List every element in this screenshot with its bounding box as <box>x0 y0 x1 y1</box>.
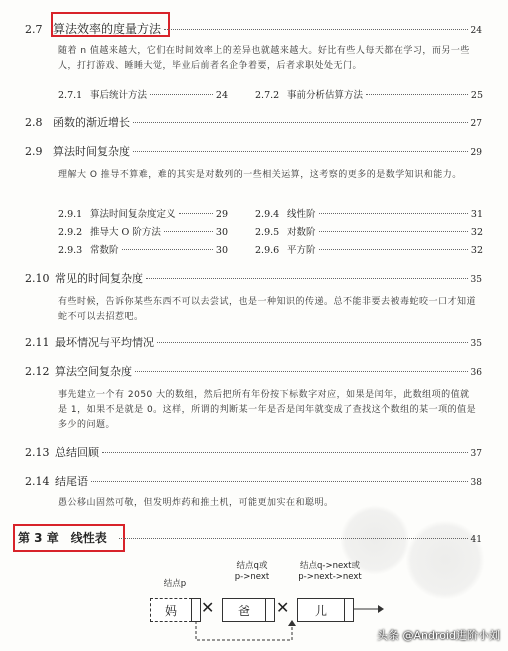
section-description: 理解大 O 推导不算难，难的其实是对数列的一些相关运算，这考察的更多的是数学知识和能力。 <box>58 170 462 180</box>
section-description: 愚公移山固然可敬，但发明炸药和推土机，可能更加实在和聪明。 <box>58 498 334 508</box>
subsection-number: 2.9.6 <box>255 245 280 256</box>
subsection-number: 2.9.4 <box>255 209 280 220</box>
subsection-number: 2.9.1 <box>58 209 83 220</box>
chapter-page: 41 <box>470 535 482 545</box>
section-number: 2.12 <box>25 365 50 378</box>
section-page: 38 <box>470 478 482 488</box>
node-q-next-label: 结点q->next或 p->next->next <box>298 561 362 582</box>
subsection-title: 算法时间复杂度定义 <box>90 209 176 220</box>
subsection-title: 事前分析估算方法 <box>287 90 364 101</box>
section-description: 有些时候，告诉你某些东西不可以去尝试，也是一种知识的传递。总不能非要去被毒蛇咬一口才知道蛇不可以去招惹吧。 <box>58 297 477 322</box>
list-node-mother: 妈 <box>150 598 192 622</box>
section-page: 24 <box>470 26 482 36</box>
list-node-son: 儿 <box>297 598 345 622</box>
section-page: 36 <box>470 368 482 378</box>
section-number: 2.9 <box>25 145 43 158</box>
subsection-page: 31 <box>470 209 483 220</box>
section-description: 随着 n 值越来越大，它们在时间效率上的差异也就越来越大。好比有些人每天都在学习，而另一些人，打打游戏、睡睡大觉，毕业后前者名企争着要，后者求职处处无门。 <box>58 46 470 71</box>
subsection-number: 2.9.5 <box>255 227 280 238</box>
subsection-page: 30 <box>215 227 228 238</box>
list-node-father: 爸 <box>222 598 266 622</box>
section-number: 2.8 <box>25 116 43 129</box>
cross-icon: ✕ <box>201 598 215 617</box>
section-title: 函数的渐近增长 <box>53 116 130 129</box>
section-description: 事先建立一个有 2050 大的数组，然后把所有年份按下标数字对应，如果是闰年，此数组项的值就是 1，如果不是就是 0。这样，所谓的判断某一年是否是闰年就变成了查找这个数组的某一项的值是多少的问题。 <box>58 390 477 430</box>
subsection-number: 2.7.1 <box>58 90 83 101</box>
cross-icon: ✕ <box>276 598 290 617</box>
subsection-page: 29 <box>215 209 228 220</box>
subsection-title: 事后统计方法 <box>90 90 148 101</box>
subsection-title: 对数阶 <box>287 227 316 238</box>
section-page: 29 <box>470 148 482 158</box>
subsection-number: 2.9.2 <box>58 227 83 238</box>
node-q-label: 结点q或 p->next <box>234 561 270 582</box>
section-number: 2.10 <box>25 272 50 285</box>
arrow-head-icon <box>378 605 384 613</box>
section-number: 2.11 <box>25 336 50 349</box>
section-page: 35 <box>470 275 482 285</box>
section-title: 算法时间复杂度 <box>53 145 130 158</box>
section-title: 算法空间复杂度 <box>55 365 132 378</box>
subsection-page: 24 <box>215 90 228 101</box>
chapter-label: 第 3 章 <box>18 531 59 545</box>
subsection-page: 32 <box>470 227 483 238</box>
section-page: 27 <box>470 119 482 129</box>
chapter-title: 线性表 <box>70 531 107 545</box>
subsection-title: 推导大 O 阶方法 <box>90 227 161 238</box>
watermark: 头条 @Android进阶小刘 <box>376 629 500 642</box>
section-page: 35 <box>470 339 482 349</box>
subsection-number: 2.7.2 <box>255 90 280 101</box>
section-title: 总结回顾 <box>55 446 99 459</box>
arrow-head-icon <box>288 620 296 626</box>
node-p-label: 结点p <box>163 579 187 589</box>
subsection-number: 2.9.3 <box>58 245 83 256</box>
section-title: 结尾语 <box>55 475 88 488</box>
section-page: 37 <box>470 449 482 459</box>
subsection-title: 线性阶 <box>287 209 316 220</box>
subsection-page: 32 <box>470 245 483 256</box>
section-title: 算法效率的度量方法 <box>53 22 162 36</box>
subsection-title: 平方阶 <box>287 245 316 256</box>
section-number: 2.13 <box>25 446 50 459</box>
section-title: 常见的时间复杂度 <box>55 272 143 285</box>
subsection-page: 30 <box>215 245 228 256</box>
section-title: 最坏情况与平均情况 <box>55 336 154 349</box>
dashed-bypass-arrow <box>196 621 292 640</box>
subsection-page: 25 <box>470 90 483 101</box>
section-number: 2.14 <box>25 475 50 488</box>
subsection-title: 常数阶 <box>90 245 119 256</box>
section-number: 2.7 <box>25 23 43 36</box>
